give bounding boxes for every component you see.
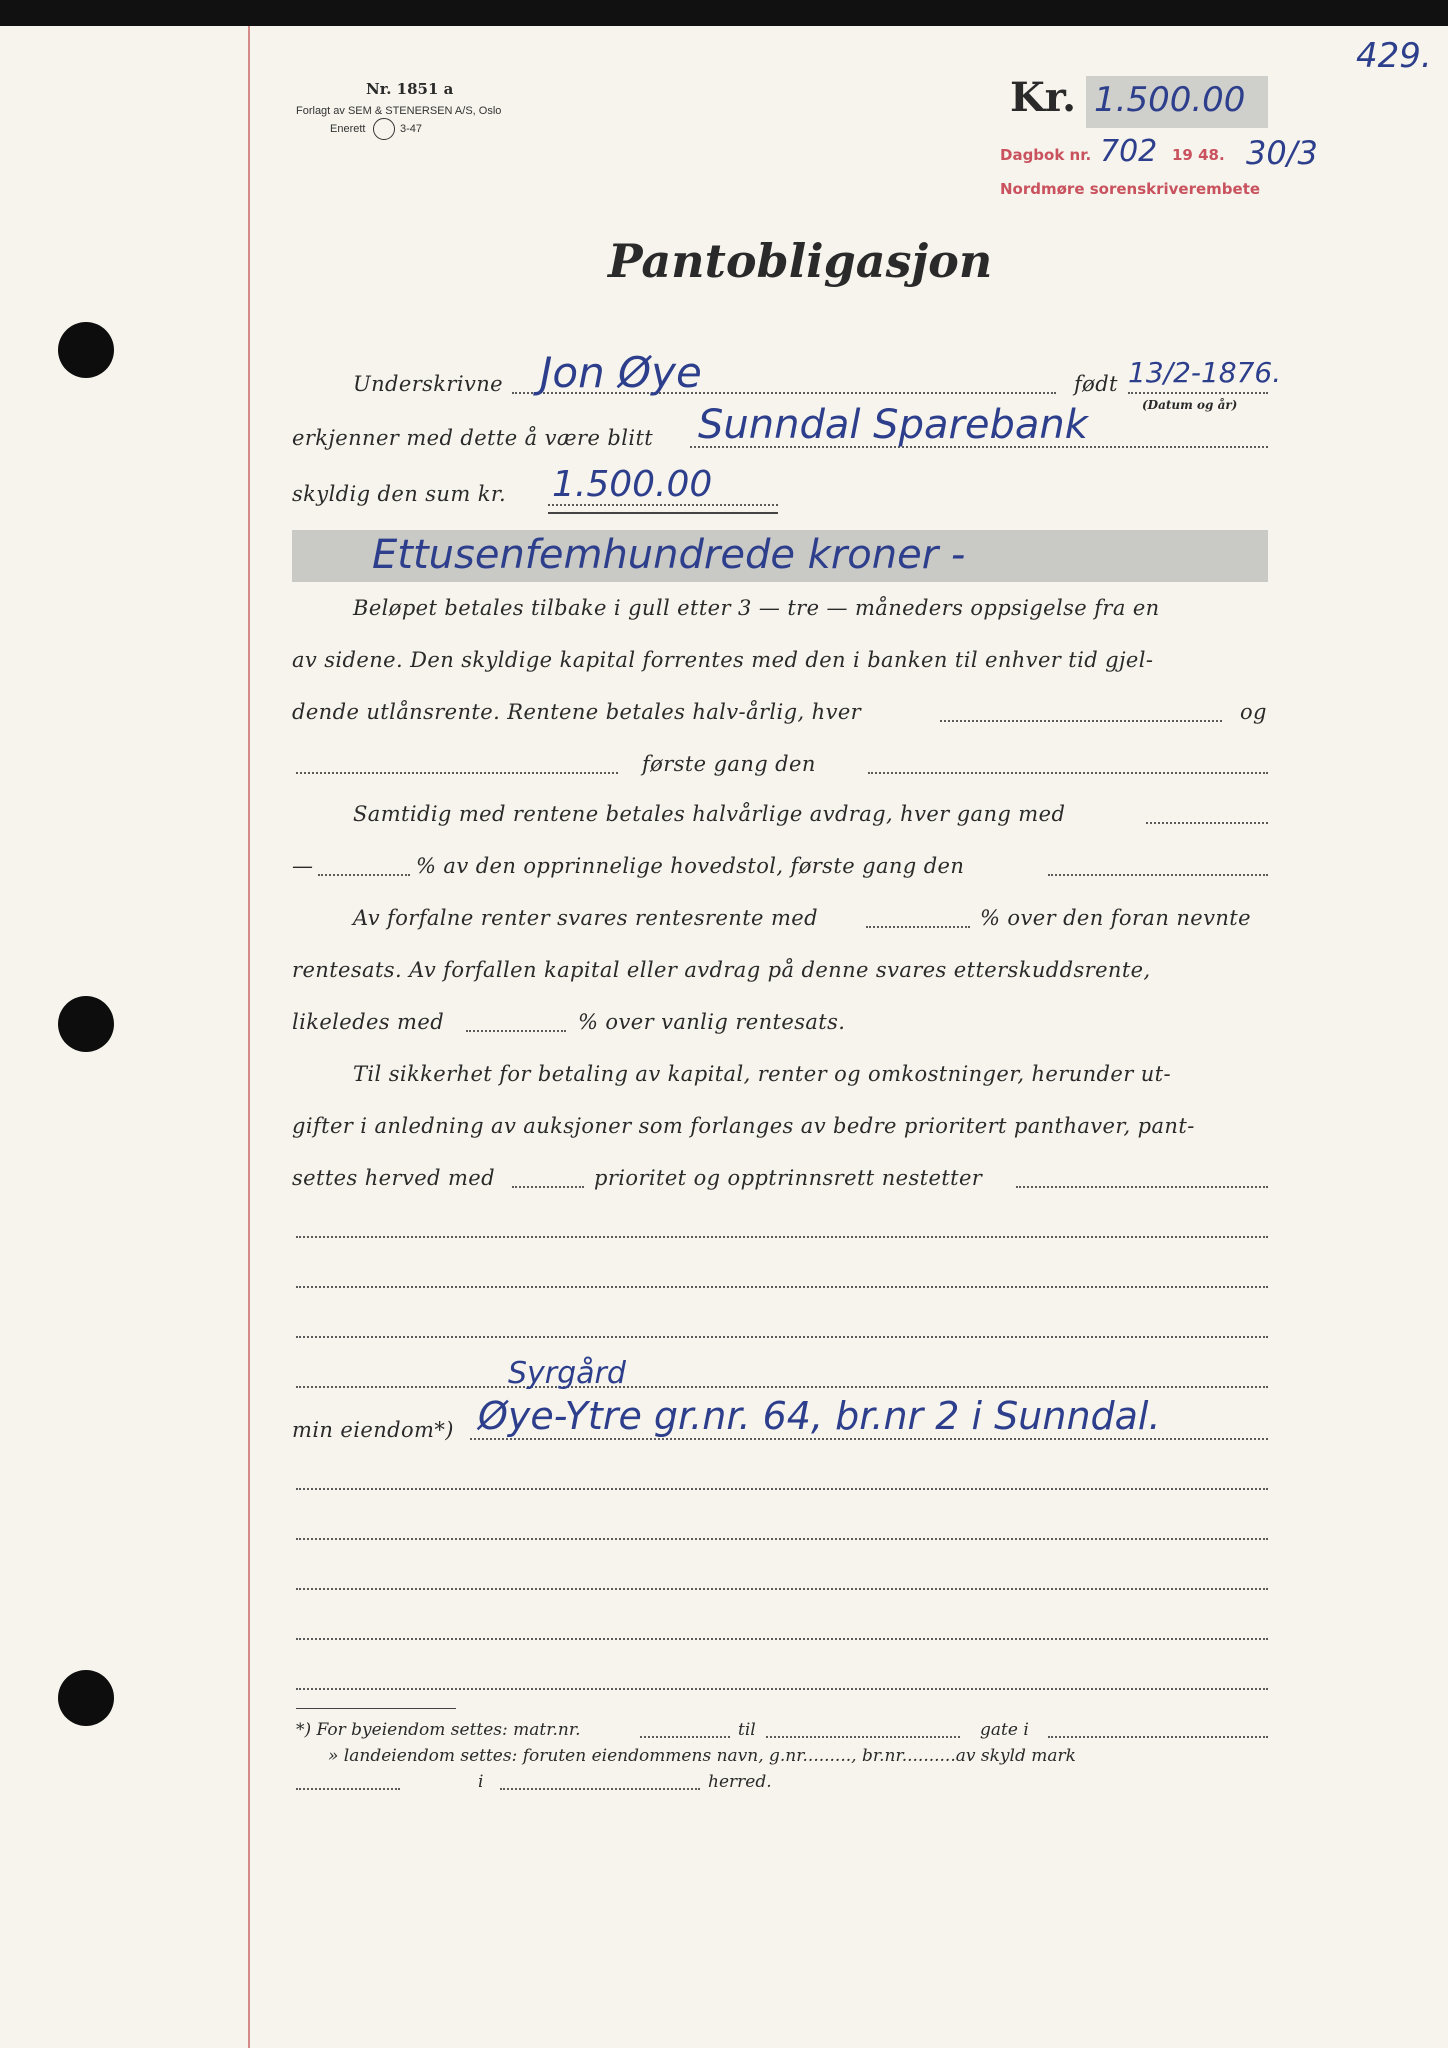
blank-line-3 [296, 1336, 1268, 1338]
p4-line2: gifter i anledning av auksjoner som forlanges av bedre prioritert panthaver, pant- [292, 1114, 1195, 1138]
stamp-date: 30/3 [1246, 134, 1318, 172]
property-farm-name: Syrgård [508, 1356, 626, 1391]
p4-line1: Til sikkerhet for betaling av kapital, renter og omkostninger, herunder ut- [353, 1062, 1171, 1086]
p2-line2b: % av den opprinnelige hovedstol, første gang den [416, 854, 965, 878]
datum-note: (Datum og år) [1142, 398, 1238, 412]
p3-line3-dots [466, 1030, 566, 1032]
stamp-office: Nordmøre sorenskriverembete [1000, 180, 1261, 198]
punch-hole-top [58, 322, 114, 378]
amount-value: 1.500.00 [1094, 80, 1246, 120]
footnote-matr-dots [640, 1736, 730, 1738]
fodt-dots [1128, 392, 1268, 394]
stamp-dagbok-label: Dagbok nr. [1000, 146, 1092, 164]
footnote-line3a: i [478, 1772, 484, 1792]
p1-line3a: dende utlånsrente. Rentene betales halv-årlig, hver [292, 700, 862, 724]
punch-hole-middle [58, 996, 114, 1052]
footnote-line2: » landeiendom settes: foruten eiendommens navn, g.nr........., br.nr..........av skyld mark [328, 1746, 1076, 1766]
underskrivne-value: Jon Øye [540, 348, 702, 397]
p1-line4-dots-left [296, 772, 618, 774]
p3-line1a: Av forfalne renter svares rentesrente med [353, 906, 818, 930]
p3-line2: rentesats. Av forfallen kapital eller avdrag på denne svares etterskuddsrente, [292, 958, 1151, 982]
punch-hole-bottom [58, 1670, 114, 1726]
blank-line-6 [296, 1538, 1268, 1540]
footnote-gate-dots [1048, 1736, 1268, 1738]
amount-words: Ettusenfemhundrede kroner - [372, 532, 966, 578]
p4-priority-dots [512, 1186, 584, 1188]
form-code: 3-47 [400, 123, 423, 135]
amount-label: Kr. [1010, 74, 1077, 121]
property-dots [470, 1438, 1268, 1440]
erkjenner-label: erkjenner med dette å være blitt [292, 426, 654, 450]
footnote-til-dots [766, 1736, 960, 1738]
p2-line1: Samtidig med rentene betales halvårlige avdrag, hver gang med [353, 802, 1066, 826]
p1-line1: Beløpet betales tilbake i gull etter 3 — tre — måneders oppsigelse fra en [353, 596, 1160, 620]
p1-line3-dots [940, 720, 1222, 722]
margin-line [248, 26, 250, 2048]
p4-line3a: settes herved med [292, 1166, 495, 1190]
edition-label: Enerett [330, 123, 366, 135]
p1-line4: første gang den [642, 752, 816, 776]
page-number: 429. [1356, 36, 1432, 76]
fodt-label: født [1074, 372, 1118, 396]
p2-line1-dots [1146, 822, 1268, 824]
publisher-logo-icon [373, 118, 395, 140]
p2-line2a: — [292, 854, 314, 878]
underskrivne-label: Underskrivne [353, 372, 504, 396]
footnote-rule [296, 1708, 456, 1709]
document-title: Pantobligasjon [608, 234, 993, 288]
blank-line-9 [296, 1688, 1268, 1690]
blank-line-2 [296, 1286, 1268, 1288]
footnote-line3b: herred. [708, 1772, 772, 1792]
footnote-line3-dots-b [500, 1788, 700, 1790]
sum-value: 1.500.00 [552, 464, 713, 505]
p3-line3a: likeledes med [292, 1010, 445, 1034]
p1-line2: av sidene. Den skyldige kapital forrentes med den i banken til enhver tid gjel- [292, 648, 1154, 672]
p2-line2-dots [1048, 874, 1268, 876]
footnote-line1c: gate i [980, 1720, 1029, 1740]
blank-line-4 [296, 1386, 1268, 1388]
p3-line1b: % over den foran nevnte [980, 906, 1251, 930]
publisher-line: Forlagt av SEM & STENERSEN A/S, Oslo [296, 105, 502, 117]
property-value: Øye-Ytre gr.nr. 64, br.nr 2 i Sunndal. [478, 1394, 1161, 1438]
p4-line3b: prioritet og opptrinnsrett nestetter [594, 1166, 983, 1190]
blank-line-7 [296, 1588, 1268, 1590]
fodt-value: 13/2-1876. [1128, 356, 1282, 389]
blank-line-8 [296, 1638, 1268, 1640]
blank-line-1 [296, 1236, 1268, 1238]
p4-line3-dots [1016, 1186, 1268, 1188]
stamp-number: 702 [1100, 134, 1158, 169]
p1-line4-dots-right [868, 772, 1268, 774]
p2-percent-dots [318, 874, 410, 876]
footnote-line1a: *) For byeiendom settes: matr.nr. [296, 1720, 581, 1740]
property-label: min eiendom*) [292, 1418, 454, 1442]
sum-underline [548, 512, 778, 514]
footnote-line1b: til [738, 1720, 756, 1740]
stamp-year: 19 48. [1172, 146, 1225, 164]
creditor-value: Sunndal Sparebank [698, 402, 1088, 448]
form-number: Nr. 1851 a [366, 80, 454, 98]
p1-line3b: og [1240, 700, 1267, 724]
scan-top-edge [0, 0, 1448, 26]
skyldig-label: skyldig den sum kr. [292, 482, 507, 506]
p3-line3b: % over vanlig rentesats. [578, 1010, 846, 1034]
blank-line-5 [296, 1488, 1268, 1490]
footnote-line3-dots-a [296, 1788, 400, 1790]
p3-line1-dots [866, 926, 970, 928]
